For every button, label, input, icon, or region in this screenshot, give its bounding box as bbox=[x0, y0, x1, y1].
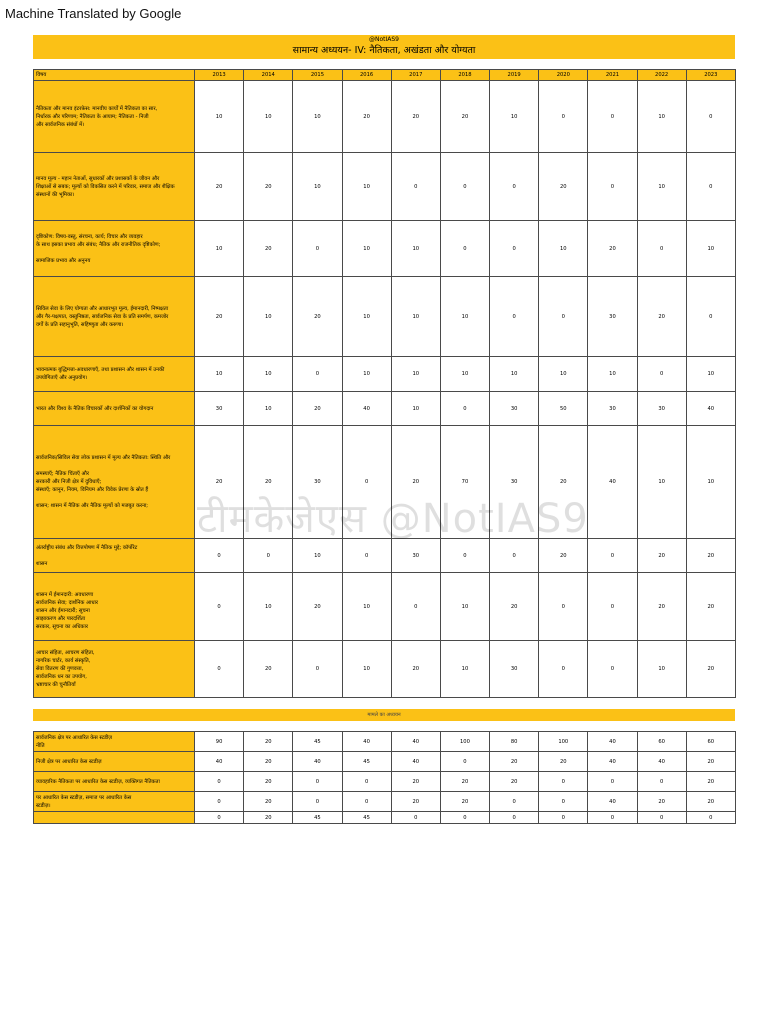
marks-cell: 0 bbox=[195, 812, 244, 824]
subject-line bbox=[36, 583, 192, 591]
subject-line: आचार संहिता, आचरण संहिता, bbox=[36, 650, 95, 656]
marks-cell: 20 bbox=[195, 426, 244, 539]
marks-cell: 10 bbox=[686, 426, 735, 539]
marks-cell: 40 bbox=[293, 752, 342, 772]
marks-cell: 20 bbox=[686, 641, 735, 698]
marks-cell: 30 bbox=[490, 426, 539, 539]
marks-cell: 10 bbox=[342, 221, 391, 277]
marks-cell: 80 bbox=[490, 732, 539, 752]
marks-cell: 0 bbox=[637, 772, 686, 792]
marks-cell: 20 bbox=[195, 153, 244, 221]
table-row bbox=[34, 277, 736, 357]
subject-line: के साथ इसका प्रभाव और संबंध; नैतिक और राजनीतिक दृष्टिकोण; bbox=[36, 241, 161, 248]
subject-cell bbox=[34, 641, 195, 698]
marks-cell: 10 bbox=[686, 357, 735, 392]
table-row bbox=[34, 812, 736, 824]
subject-line: भावनात्मक बुद्धिमत्ता-अवधारणाएँ, तथा प्रशासन और शासन में उनकी bbox=[36, 367, 165, 373]
marks-cell: 0 bbox=[440, 752, 489, 772]
marks-cell: 0 bbox=[539, 277, 588, 357]
marks-cell: 20 bbox=[244, 752, 293, 772]
marks-cell: 0 bbox=[195, 792, 244, 812]
marks-cell: 10 bbox=[539, 221, 588, 277]
marks-cell: 0 bbox=[440, 221, 489, 277]
marks-cell: 0 bbox=[195, 573, 244, 641]
marks-cell: 20 bbox=[342, 81, 391, 153]
marks-cell: 20 bbox=[686, 772, 735, 792]
marks-cell: 0 bbox=[293, 357, 342, 392]
subject-line: नीति bbox=[36, 742, 45, 749]
subject-line bbox=[36, 462, 192, 470]
marks-cell: 10 bbox=[588, 357, 637, 392]
marks-cell: 40 bbox=[391, 732, 440, 752]
subject-cell bbox=[34, 539, 195, 573]
subject-line: सार्वजनिक धन का उपयोग, bbox=[36, 674, 87, 680]
marks-cell: 45 bbox=[342, 752, 391, 772]
subject-line bbox=[36, 814, 192, 822]
marks-cell: 20 bbox=[686, 752, 735, 772]
page-title: सामान्य अध्ययन- IV: नैतिकता, अखंडता और योग्यता bbox=[292, 45, 476, 56]
subject-line: साझाकरण और पारदर्शिता bbox=[36, 615, 86, 622]
marks-cell: 20 bbox=[391, 641, 440, 698]
year-header: 2020 bbox=[539, 70, 588, 81]
marks-cell: 0 bbox=[342, 426, 391, 539]
year-header: 2022 bbox=[637, 70, 686, 81]
marks-cell: 0 bbox=[637, 221, 686, 277]
subject-line: शासन में ईमानदारी: अवधारणा bbox=[36, 591, 94, 598]
marks-cell: 30 bbox=[588, 392, 637, 426]
marks-cell: 40 bbox=[588, 426, 637, 539]
marks-cell: 0 bbox=[490, 792, 539, 812]
marks-cell: 0 bbox=[539, 573, 588, 641]
marks-cell: 20 bbox=[686, 539, 735, 573]
marks-cell: 10 bbox=[342, 641, 391, 698]
marks-cell: 30 bbox=[490, 641, 539, 698]
marks-cell: 0 bbox=[490, 153, 539, 221]
marks-cell: 20 bbox=[244, 732, 293, 752]
subject-line: सार्वजनिक/सिविल सेवा लोक प्रशासन में मूल्य और नैतिकता: स्थिति और bbox=[36, 455, 171, 461]
marks-cell: 0 bbox=[342, 792, 391, 812]
marks-cell: 60 bbox=[637, 732, 686, 752]
subject-cell bbox=[34, 426, 195, 539]
marks-cell: 0 bbox=[637, 812, 686, 824]
marks-cell: 0 bbox=[588, 812, 637, 824]
subject-line: शासन bbox=[36, 560, 48, 567]
subject-line bbox=[36, 494, 192, 502]
table-row bbox=[34, 573, 736, 641]
marks-cell: 20 bbox=[391, 792, 440, 812]
subject-line: स्टडीज़। bbox=[36, 802, 51, 809]
marks-cell: 30 bbox=[391, 539, 440, 573]
marks-cell: 0 bbox=[686, 277, 735, 357]
subject-cell bbox=[34, 277, 195, 357]
subject-line: भारत और विश्व के नैतिक विचारकों और दार्शनिकों का योगदान bbox=[36, 405, 154, 412]
marks-cell: 20 bbox=[244, 221, 293, 277]
marks-cell: 0 bbox=[588, 81, 637, 153]
table-row bbox=[34, 732, 736, 752]
subject-cell bbox=[34, 792, 195, 812]
case-study-band: मामले का अध्ययन bbox=[33, 709, 735, 721]
marks-cell: 0 bbox=[686, 153, 735, 221]
marks-cell: 45 bbox=[342, 812, 391, 824]
table-row bbox=[34, 357, 736, 392]
marks-cell: 20 bbox=[539, 153, 588, 221]
subject-cell bbox=[34, 732, 195, 752]
case-study-marks-table bbox=[33, 731, 736, 824]
marks-cell: 10 bbox=[440, 357, 489, 392]
marks-cell: 20 bbox=[244, 426, 293, 539]
title-band bbox=[33, 35, 735, 59]
table-row bbox=[34, 392, 736, 426]
subject-header: विषय bbox=[34, 70, 195, 81]
year-header: 2017 bbox=[391, 70, 440, 81]
marks-cell: 40 bbox=[342, 732, 391, 752]
marks-cell: 0 bbox=[490, 812, 539, 824]
marks-cell: 20 bbox=[490, 573, 539, 641]
marks-cell: 10 bbox=[440, 573, 489, 641]
subject-line: संस्थानों की भूमिका। bbox=[36, 191, 75, 198]
marks-cell: 0 bbox=[293, 221, 342, 277]
marks-cell: 0 bbox=[244, 539, 293, 573]
subject-line: नैतिकता और मानव इंटरफ़ेस: मानवीय कार्यों में नैतिकता का सार, bbox=[36, 105, 158, 112]
marks-cell: 30 bbox=[490, 392, 539, 426]
marks-cell: 0 bbox=[195, 539, 244, 573]
marks-cell: 10 bbox=[490, 81, 539, 153]
marks-cell: 10 bbox=[637, 641, 686, 698]
table-row bbox=[34, 221, 736, 277]
marks-cell: 30 bbox=[637, 392, 686, 426]
marks-cell: 40 bbox=[588, 752, 637, 772]
marks-cell: 0 bbox=[539, 772, 588, 792]
marks-cell: 20 bbox=[637, 277, 686, 357]
subject-line: और सार्वजनिक संबंधों में। bbox=[36, 121, 85, 128]
subject-line: वर्गों के प्रति सहानुभूति, सहिष्णुता और करुणा। bbox=[36, 321, 124, 328]
marks-cell: 0 bbox=[686, 81, 735, 153]
watermark: टीमकेजेएस @NotIAS9 bbox=[197, 496, 589, 542]
subject-cell bbox=[34, 392, 195, 426]
marks-cell: 10 bbox=[195, 221, 244, 277]
table-row bbox=[34, 81, 736, 153]
subject-cell bbox=[34, 752, 195, 772]
year-header: 2023 bbox=[686, 70, 735, 81]
marks-cell: 20 bbox=[293, 277, 342, 357]
marks-cell: 20 bbox=[637, 573, 686, 641]
marks-cell: 10 bbox=[637, 81, 686, 153]
marks-cell: 20 bbox=[440, 772, 489, 792]
subject-line: और गैर-पक्षपात, वस्तुनिष्ठता, सार्वजनिक सेवा के प्रति समर्पण, कमजोर bbox=[36, 313, 169, 320]
marks-cell: 20 bbox=[244, 792, 293, 812]
marks-cell: 10 bbox=[686, 221, 735, 277]
marks-cell: 90 bbox=[195, 732, 244, 752]
marks-cell: 20 bbox=[588, 221, 637, 277]
marks-cell: 0 bbox=[195, 772, 244, 792]
marks-cell: 0 bbox=[539, 812, 588, 824]
marks-cell: 20 bbox=[490, 772, 539, 792]
marks-cell: 10 bbox=[391, 392, 440, 426]
marks-cell: 40 bbox=[391, 752, 440, 772]
marks-cell: 0 bbox=[490, 539, 539, 573]
marks-cell: 20 bbox=[195, 277, 244, 357]
marks-cell: 0 bbox=[490, 221, 539, 277]
marks-cell: 10 bbox=[342, 153, 391, 221]
subject-line: निर्धारक और परिणाम; नैतिकता के आयाम; नैतिकता - निजी bbox=[36, 113, 149, 120]
marks-cell: 0 bbox=[588, 153, 637, 221]
subject-line: सरकारी और निजी क्षेत्र में दुविधाएँ; bbox=[36, 479, 102, 485]
marks-cell: 10 bbox=[440, 277, 489, 357]
year-header: 2015 bbox=[293, 70, 342, 81]
marks-cell: 20 bbox=[686, 573, 735, 641]
marks-cell: 0 bbox=[588, 539, 637, 573]
marks-cell: 10 bbox=[637, 426, 686, 539]
marks-cell: 0 bbox=[539, 641, 588, 698]
marks-cell: 30 bbox=[293, 426, 342, 539]
subject-line: पर आधारित केस स्टडीज़, समाज पर आधारित केस bbox=[36, 794, 132, 801]
marks-cell: 0 bbox=[539, 792, 588, 812]
marks-cell: 40 bbox=[342, 392, 391, 426]
subject-cell bbox=[34, 153, 195, 221]
marks-cell: 20 bbox=[244, 772, 293, 792]
marks-cell: 50 bbox=[539, 392, 588, 426]
marks-cell: 20 bbox=[391, 81, 440, 153]
marks-cell: 20 bbox=[637, 792, 686, 812]
header-row bbox=[34, 70, 736, 81]
marks-cell: 20 bbox=[391, 772, 440, 792]
marks-cell: 20 bbox=[539, 426, 588, 539]
marks-cell: 0 bbox=[440, 812, 489, 824]
marks-cell: 20 bbox=[490, 752, 539, 772]
year-header: 2018 bbox=[440, 70, 489, 81]
year-header: 2019 bbox=[490, 70, 539, 81]
marks-cell: 100 bbox=[440, 732, 489, 752]
marks-cell: 0 bbox=[391, 812, 440, 824]
year-header: 2013 bbox=[195, 70, 244, 81]
marks-cell: 10 bbox=[539, 357, 588, 392]
marks-cell: 0 bbox=[440, 153, 489, 221]
marks-cell: 0 bbox=[391, 153, 440, 221]
marks-cell: 10 bbox=[342, 573, 391, 641]
marks-cell: 45 bbox=[293, 732, 342, 752]
marks-cell: 40 bbox=[195, 752, 244, 772]
marks-cell: 0 bbox=[342, 772, 391, 792]
marks-cell: 100 bbox=[539, 732, 588, 752]
marks-cell: 0 bbox=[293, 641, 342, 698]
marks-cell: 10 bbox=[391, 277, 440, 357]
subject-line: सार्वजनिक सेवा; दार्शनिक आधार bbox=[36, 599, 99, 606]
table-row bbox=[34, 772, 736, 792]
subject-line bbox=[36, 552, 192, 560]
subject-line: अंतर्राष्ट्रीय संबंध और वित्तपोषण में नैतिक मुद्दे; कॉर्पोरेट bbox=[36, 544, 138, 551]
subject-line: सरकार, सूचना का अधिकार bbox=[36, 623, 88, 630]
marks-cell: 0 bbox=[195, 641, 244, 698]
marks-cell: 20 bbox=[686, 792, 735, 812]
marks-cell: 0 bbox=[342, 539, 391, 573]
subject-line: संस्थाएँ; कानून, नियम, विनियम और विवेक प्रेरणा के स्रोत हैं bbox=[36, 487, 149, 493]
marks-cell: 10 bbox=[293, 81, 342, 153]
marks-cell: 0 bbox=[588, 641, 637, 698]
marks-cell: 20 bbox=[539, 752, 588, 772]
subject-line: निजी क्षेत्र पर आधारित केस स्टडीज़ bbox=[36, 758, 102, 765]
subject-line bbox=[36, 249, 192, 257]
subject-line: शिक्षाओं से सबक; मूल्यों को विकसित करने में परिवार, समाज और शैक्षिक bbox=[36, 183, 175, 190]
subject-line: मानव मूल्य - महान नेताओं, सुधारकों और प्रशासकों के जीवन और bbox=[36, 175, 160, 182]
subject-line: सिविल सेवा के लिए योग्यता और आधारभूत मूल्य, ईमानदारी, निष्पक्षता bbox=[36, 305, 169, 312]
marks-cell: 20 bbox=[637, 539, 686, 573]
table-row bbox=[34, 153, 736, 221]
marks-cell: 10 bbox=[342, 357, 391, 392]
marks-cell: 0 bbox=[686, 812, 735, 824]
marks-cell: 0 bbox=[293, 772, 342, 792]
marks-cell: 10 bbox=[195, 81, 244, 153]
year-header: 2014 bbox=[244, 70, 293, 81]
marks-cell: 20 bbox=[293, 573, 342, 641]
marks-cell: 0 bbox=[391, 573, 440, 641]
subject-cell bbox=[34, 357, 195, 392]
subject-line: व्यावहारिक नैतिकता पर आधारित केस स्टडीज़, व्यक्तिगत नैतिकता bbox=[36, 778, 160, 785]
marks-cell: 40 bbox=[637, 752, 686, 772]
subject-line: सार्वजनिक क्षेत्र पर आधारित केस स्टडीज़ bbox=[36, 734, 113, 741]
marks-cell: 20 bbox=[539, 539, 588, 573]
marks-cell: 0 bbox=[440, 539, 489, 573]
subject-line: शासन और ईमानदारी; सूचना bbox=[36, 607, 90, 614]
subject-line: दृष्टिकोण: विषय-वस्तु, संरचना, कार्य; विचार और व्यवहार bbox=[36, 233, 143, 240]
subject-line: समस्याएँ; नैतिक चिंताएँ और bbox=[36, 471, 89, 477]
marks-cell: 30 bbox=[195, 392, 244, 426]
marks-cell: 0 bbox=[440, 392, 489, 426]
marks-cell: 0 bbox=[637, 357, 686, 392]
subject-line: शासन; शासन में नैतिक और नैतिक मूल्यों को मजबूत करना; bbox=[36, 503, 149, 509]
subject-line: भ्रष्टाचार की चुनौतियाँ bbox=[36, 682, 76, 688]
table-row bbox=[34, 752, 736, 772]
subject-cell bbox=[34, 221, 195, 277]
marks-cell: 20 bbox=[244, 153, 293, 221]
marks-cell: 10 bbox=[244, 357, 293, 392]
marks-cell: 10 bbox=[637, 153, 686, 221]
table-row bbox=[34, 792, 736, 812]
marks-cell: 10 bbox=[244, 392, 293, 426]
machine-translated-banner: Machine Translated by Google bbox=[5, 6, 182, 21]
marks-cell: 10 bbox=[244, 573, 293, 641]
subject-line: सामाजिक प्रभाव और अनुनय bbox=[36, 257, 91, 264]
marks-cell: 0 bbox=[588, 573, 637, 641]
subject-line: उपयोगिताएँ और अनुप्रयोग। bbox=[36, 375, 88, 381]
marks-cell: 0 bbox=[293, 792, 342, 812]
subject-cell bbox=[34, 772, 195, 792]
marks-cell: 20 bbox=[391, 426, 440, 539]
channel-handle: @NotIAS9 bbox=[368, 36, 399, 43]
subject-cell bbox=[34, 573, 195, 641]
subject-cell bbox=[34, 81, 195, 153]
marks-cell: 30 bbox=[588, 277, 637, 357]
marks-cell: 20 bbox=[244, 641, 293, 698]
subject-line: सेवा वितरण की गुणवत्ता, bbox=[36, 666, 84, 672]
marks-cell: 40 bbox=[686, 392, 735, 426]
table-row bbox=[34, 641, 736, 698]
marks-cell: 0 bbox=[490, 277, 539, 357]
marks-cell: 10 bbox=[342, 277, 391, 357]
marks-cell: 10 bbox=[391, 221, 440, 277]
marks-cell: 60 bbox=[686, 732, 735, 752]
subject-line: नागरिक चार्टर, कार्य संस्कृति, bbox=[36, 658, 91, 664]
marks-cell: 10 bbox=[391, 357, 440, 392]
marks-cell: 0 bbox=[539, 81, 588, 153]
marks-cell: 40 bbox=[588, 792, 637, 812]
subject-cell bbox=[34, 812, 195, 824]
marks-cell: 10 bbox=[195, 357, 244, 392]
marks-cell: 20 bbox=[293, 392, 342, 426]
marks-cell: 10 bbox=[440, 641, 489, 698]
marks-cell: 40 bbox=[588, 732, 637, 752]
marks-cell: 20 bbox=[440, 81, 489, 153]
marks-cell: 10 bbox=[244, 277, 293, 357]
syllabus-marks-table bbox=[33, 69, 736, 698]
year-header: 2016 bbox=[342, 70, 391, 81]
year-header: 2021 bbox=[588, 70, 637, 81]
marks-cell: 10 bbox=[244, 81, 293, 153]
marks-cell: 10 bbox=[293, 153, 342, 221]
marks-cell: 10 bbox=[293, 539, 342, 573]
marks-cell: 20 bbox=[244, 812, 293, 824]
marks-cell: 20 bbox=[440, 792, 489, 812]
marks-cell: 45 bbox=[293, 812, 342, 824]
marks-cell: 10 bbox=[490, 357, 539, 392]
marks-cell: 70 bbox=[440, 426, 489, 539]
marks-cell: 0 bbox=[588, 772, 637, 792]
